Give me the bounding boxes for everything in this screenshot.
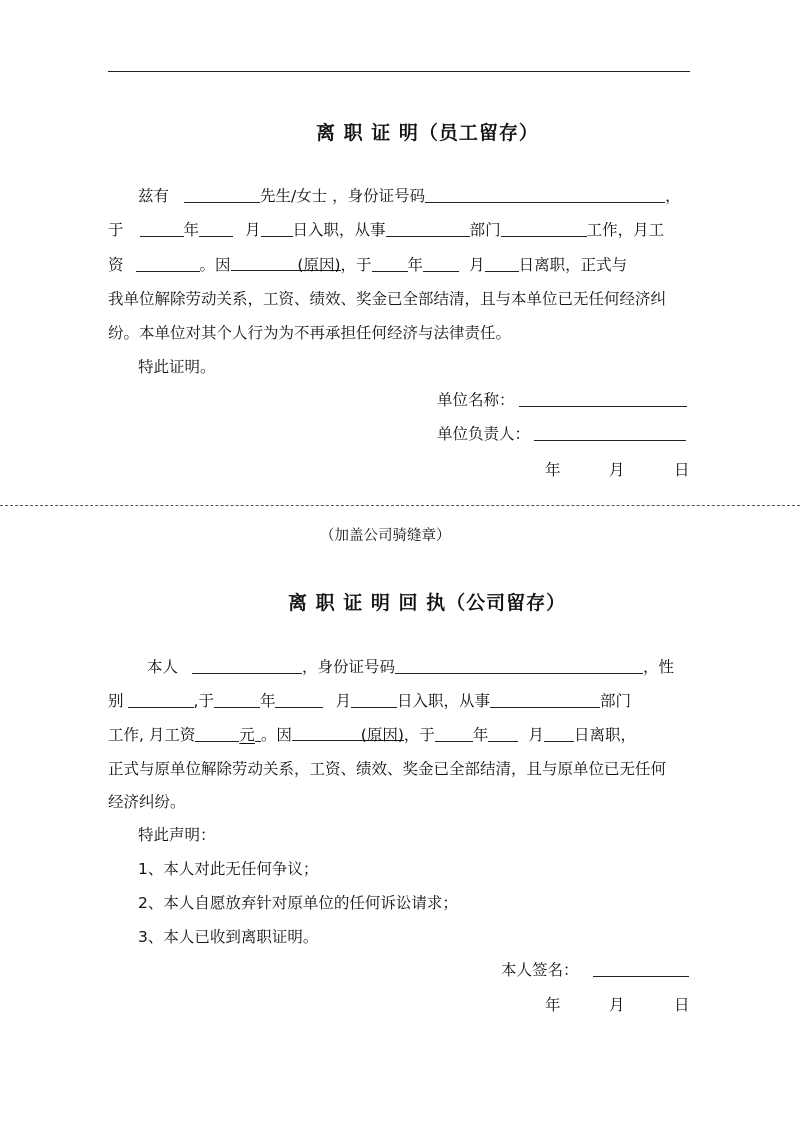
certificate-date-year: 年 <box>545 461 561 479</box>
certificate-line-4: 我单位解除劳动关系，工资、绩效、奖金已全部结清，且与本单位已无任何经济纠 <box>108 290 667 308</box>
receipt-line-4: 正式与原单位解除劳动关系，工资、绩效、奖金已全部结清，且与原单位已无任何 <box>108 760 667 778</box>
id-number-blank[interactable] <box>425 187 665 203</box>
receipt-date-day: 日 <box>674 996 690 1014</box>
receipt-line-3: 工作, 月工资 元 。因 (原因)，于 年 月 日离职， <box>108 726 636 744</box>
unit-name-blank[interactable] <box>519 391 687 407</box>
receipt-entry-day-blank[interactable] <box>351 692 397 708</box>
receipt-salary-blank[interactable] <box>195 726 239 742</box>
leave-month-blank[interactable] <box>423 256 459 272</box>
leave-day-blank[interactable] <box>485 256 519 272</box>
receipt-line-2: 别 ,于 年 月 日入职，从事 部门 <box>108 692 632 710</box>
receipt-leave-month-blank[interactable] <box>488 726 518 742</box>
name-blank[interactable] <box>184 187 260 203</box>
entry-day-blank[interactable] <box>261 221 293 237</box>
top-rule <box>108 71 690 72</box>
signature-row: 本人签名： <box>501 960 689 980</box>
receipt-date-month: 月 <box>609 996 625 1014</box>
certificate-line-5: 纷。本单位对其个人行为为不再承担任何经济与法律责任。 <box>108 324 512 342</box>
unit-head-blank[interactable] <box>534 425 686 441</box>
receipt-line-1: 本人 ，身份证号码 ，性 <box>147 658 675 676</box>
receipt-declare: 特此声明： <box>138 826 216 844</box>
unit-name-row: 单位名称： <box>437 390 687 410</box>
leave-year-blank[interactable] <box>372 256 408 272</box>
certificate-title: 离 职 证 明（员工留存） <box>316 122 539 144</box>
certificate-closing: 特此证明。 <box>138 358 216 376</box>
salary-blank[interactable] <box>136 256 200 272</box>
receipt-entry-year-blank[interactable] <box>214 692 260 708</box>
certificate-line-3: 资 。因 (原因)，于 年 月 日离职，正式与 <box>108 256 628 274</box>
receipt-leave-year-blank[interactable] <box>435 726 473 742</box>
receipt-line-5: 经济纠纷。 <box>108 793 186 811</box>
seam-note: （加盖公司骑缝章） <box>320 528 451 544</box>
receipt-item-1: 1、本人对此无任何争议； <box>138 860 319 878</box>
receipt-name-blank[interactable] <box>192 658 302 674</box>
receipt-item-3: 3、本人已收到离职证明。 <box>138 928 319 946</box>
receipt-id-blank[interactable] <box>395 658 643 674</box>
unit-head-row: 单位负责人： <box>437 424 686 444</box>
receipt-leave-day-blank[interactable] <box>544 726 574 742</box>
receipt-title: 离 职 证 明 回 执（公司留存） <box>288 592 567 614</box>
receipt-department-blank[interactable] <box>490 692 600 708</box>
entry-month-blank[interactable] <box>199 221 233 237</box>
receipt-item-2: 2、本人自愿放弃针对原单位的任何诉讼请求； <box>138 894 458 912</box>
certificate-line-1: 兹有 先生/女士 ，身份证号码 ， <box>138 187 681 205</box>
receipt-entry-month-blank[interactable] <box>275 692 323 708</box>
job-blank[interactable] <box>501 221 587 237</box>
reason-blank[interactable]: (原因) <box>231 255 341 271</box>
certificate-line-2: 于 年 月 日入职，从事 部门 工作，月工 <box>108 221 665 239</box>
seam-dashed-line <box>0 505 800 506</box>
certificate-date-month: 月 <box>609 461 625 479</box>
entry-year-blank[interactable] <box>140 221 184 237</box>
signature-blank[interactable] <box>593 961 689 977</box>
receipt-reason-blank[interactable]: (原因) <box>292 725 404 741</box>
certificate-date-day: 日 <box>674 461 690 479</box>
department-blank[interactable] <box>386 221 470 237</box>
gender-blank[interactable] <box>128 692 194 708</box>
receipt-date-year: 年 <box>545 996 561 1014</box>
